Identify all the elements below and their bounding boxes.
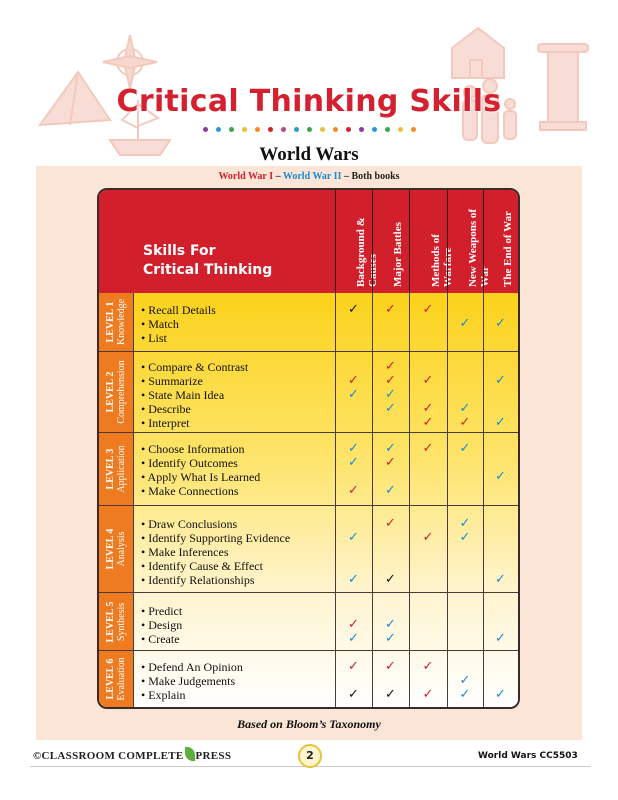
check-mark-icon: ✓ <box>495 687 506 702</box>
check-mark-icon: ✓ <box>422 441 434 456</box>
page-title: Critical Thinking Skills <box>116 84 502 119</box>
skill-item: • Make Judgements <box>141 674 235 688</box>
check-mark-icon: ✓ <box>459 687 471 702</box>
column-header-line: The End of War <box>502 211 514 287</box>
column-header <box>335 190 379 293</box>
copyright-symbol: © <box>33 750 42 762</box>
check-mark-icon: ✓ <box>422 401 434 416</box>
check-mark-icon: ✓ <box>348 387 359 402</box>
legend-ww1: World War I <box>218 171 274 182</box>
skills-header-line2: Critical Thinking <box>143 262 273 278</box>
skill-item: • Compare & Contrast <box>141 360 248 374</box>
legend-ww2: World War II <box>282 171 342 182</box>
column-header-line: Major Battles <box>392 222 404 287</box>
level-name: Comprehension <box>116 360 127 424</box>
skill-item: • Design <box>141 618 182 632</box>
level-row <box>99 650 518 707</box>
taxonomy-note: Based on Bloom’s Taxonomy <box>237 717 381 731</box>
skill-item: • State Main Idea <box>141 388 224 402</box>
column-header-line: War <box>478 266 491 287</box>
check-mark-icon: ✓ <box>422 530 434 545</box>
decorative-dot <box>307 127 312 132</box>
check-mark-icon: ✓ <box>385 373 396 388</box>
level-row <box>99 432 518 505</box>
column-header <box>409 190 454 293</box>
level-row <box>99 351 518 432</box>
publisher-press: PRESS <box>195 750 232 762</box>
level-number: LEVEL 6 <box>105 658 116 700</box>
skill-item: • Draw Conclusions <box>141 517 237 531</box>
skills-header-line1: Skills For <box>143 243 216 259</box>
check-mark-icon: ✓ <box>459 673 471 688</box>
skill-item: • Create <box>141 632 180 646</box>
level-name: Knowledge <box>116 298 127 346</box>
skill-item: • Predict <box>141 604 182 618</box>
decorative-dot <box>385 127 390 132</box>
skill-item: • Interpret <box>141 416 190 430</box>
decorative-dot <box>242 127 247 132</box>
decorative-dot <box>281 127 286 132</box>
column-header <box>447 190 491 293</box>
check-mark-icon: ✓ <box>385 659 396 674</box>
check-mark-icon: ✓ <box>348 631 359 646</box>
check-mark-icon: ✓ <box>348 687 359 702</box>
column-header <box>372 190 410 293</box>
decorative-dot <box>268 127 273 132</box>
skill-item: • Identify Relationships <box>141 573 255 587</box>
level-row <box>99 505 518 592</box>
skill-item: • Identify Supporting Evidence <box>141 531 290 545</box>
check-mark-icon: ✓ <box>385 441 396 456</box>
check-mark-icon: ✓ <box>385 617 396 632</box>
check-mark-icon: ✓ <box>459 516 471 531</box>
decorative-dot <box>359 127 364 132</box>
check-mark-icon: ✓ <box>348 617 359 632</box>
check-mark-icon: ✓ <box>385 631 396 646</box>
level-name: Synthesis <box>116 602 127 641</box>
legend-separator: – <box>341 171 352 182</box>
level-name: Analysis <box>116 531 127 567</box>
check-mark-icon: ✓ <box>495 316 506 331</box>
level-label <box>99 293 134 351</box>
skill-item: • Apply What Is Learned <box>141 470 260 484</box>
decorative-dot <box>294 127 299 132</box>
skill-item: • Identify Outcomes <box>141 456 238 470</box>
table-header <box>99 190 518 293</box>
check-mark-icon: ✓ <box>385 516 396 531</box>
decorative-dot <box>372 127 377 132</box>
column-header-line: Warfare <box>441 247 454 287</box>
check-mark-icon: ✓ <box>348 659 359 674</box>
decorative-dot <box>203 127 208 132</box>
decorative-dot <box>320 127 325 132</box>
skill-item: • Describe <box>141 402 191 416</box>
compass-icon <box>103 35 157 89</box>
check-mark-icon: ✓ <box>385 687 396 702</box>
check-mark-icon: ✓ <box>459 401 471 416</box>
level-row <box>99 592 518 650</box>
level-label <box>99 352 134 432</box>
level-number: LEVEL 3 <box>105 448 116 490</box>
check-mark-icon: ✓ <box>348 530 359 545</box>
check-mark-icon: ✓ <box>422 687 434 702</box>
level-number: LEVEL 1 <box>105 301 116 343</box>
check-mark-icon: ✓ <box>385 455 396 470</box>
check-mark-icon: ✓ <box>459 415 471 430</box>
check-mark-icon: ✓ <box>348 302 359 317</box>
check-mark-icon: ✓ <box>348 483 359 498</box>
decorative-dot <box>216 127 221 132</box>
skill-item: • List <box>141 331 167 345</box>
check-mark-icon: ✓ <box>495 631 506 646</box>
decorative-dot <box>346 127 351 132</box>
column-header-line: New Weapons of <box>466 208 479 287</box>
page-number: 2 <box>298 744 322 768</box>
check-mark-icon: ✓ <box>385 401 396 416</box>
check-mark-icon: ✓ <box>422 373 434 388</box>
skill-item: • Make Connections <box>141 484 239 498</box>
house-icon <box>452 28 504 78</box>
check-mark-icon: ✓ <box>422 415 434 430</box>
decorative-dot <box>411 127 416 132</box>
check-mark-icon: ✓ <box>385 387 396 402</box>
check-mark-icon: ✓ <box>348 441 359 456</box>
check-mark-icon: ✓ <box>422 659 434 674</box>
check-mark-icon: ✓ <box>348 373 359 388</box>
check-mark-icon: ✓ <box>495 415 506 430</box>
skill-item: • Match <box>141 317 179 331</box>
level-label <box>99 593 134 650</box>
level-label <box>99 506 134 592</box>
leaf-icon <box>185 747 195 761</box>
decorative-dot <box>333 127 338 132</box>
check-mark-icon: ✓ <box>459 441 471 456</box>
skill-item: • Summarize <box>141 374 203 388</box>
decorative-dots <box>0 127 618 132</box>
check-mark-icon: ✓ <box>459 530 471 545</box>
decorative-dot <box>398 127 403 132</box>
check-mark-icon: ✓ <box>385 572 396 587</box>
check-mark-icon: ✓ <box>348 572 359 587</box>
check-mark-icon: ✓ <box>385 483 396 498</box>
legend-both: Both books <box>351 171 400 182</box>
table-body <box>99 293 518 707</box>
check-mark-icon: ✓ <box>459 316 471 331</box>
check-mark-icon: ✓ <box>422 302 434 317</box>
level-number: LEVEL 4 <box>105 528 116 570</box>
check-mark-icon: ✓ <box>495 373 506 388</box>
color-legend <box>36 171 582 182</box>
level-row <box>99 293 518 351</box>
publisher-logo <box>33 747 231 762</box>
skill-item: • Make Inferences <box>141 545 229 559</box>
skills-table <box>97 188 520 709</box>
column-header-line: Methods of <box>429 234 442 287</box>
skill-item: • Defend An Opinion <box>141 660 243 674</box>
decorative-dot <box>229 127 234 132</box>
check-mark-icon: ✓ <box>385 302 396 317</box>
column-header-line: Background & <box>355 217 367 287</box>
level-label <box>99 651 134 707</box>
level-name: Evaluation <box>116 657 127 701</box>
level-number: LEVEL 2 <box>105 371 116 413</box>
page-subtitle: World Wars <box>259 144 359 165</box>
check-mark-icon: ✓ <box>495 469 506 484</box>
legend-separator: – <box>273 171 283 182</box>
check-mark-icon: ✓ <box>385 359 396 374</box>
check-mark-icon: ✓ <box>495 572 506 587</box>
column-header-line: Causes <box>367 253 379 287</box>
level-number: LEVEL 5 <box>105 601 116 642</box>
check-mark-icon: ✓ <box>348 455 359 470</box>
skills-header <box>99 190 335 293</box>
skill-item: • Choose Information <box>141 442 245 456</box>
skill-item: • Explain <box>141 688 186 702</box>
skill-item: • Recall Details <box>141 303 216 317</box>
skill-item: • Identify Cause & Effect <box>141 559 263 573</box>
level-name: Application <box>116 445 127 493</box>
book-code: World Wars CC5503 <box>478 751 578 761</box>
level-label <box>99 433 134 505</box>
publisher-name: CLASSROOM COMPLETE <box>41 750 184 762</box>
decorative-dot <box>255 127 260 132</box>
column-header <box>483 190 519 293</box>
